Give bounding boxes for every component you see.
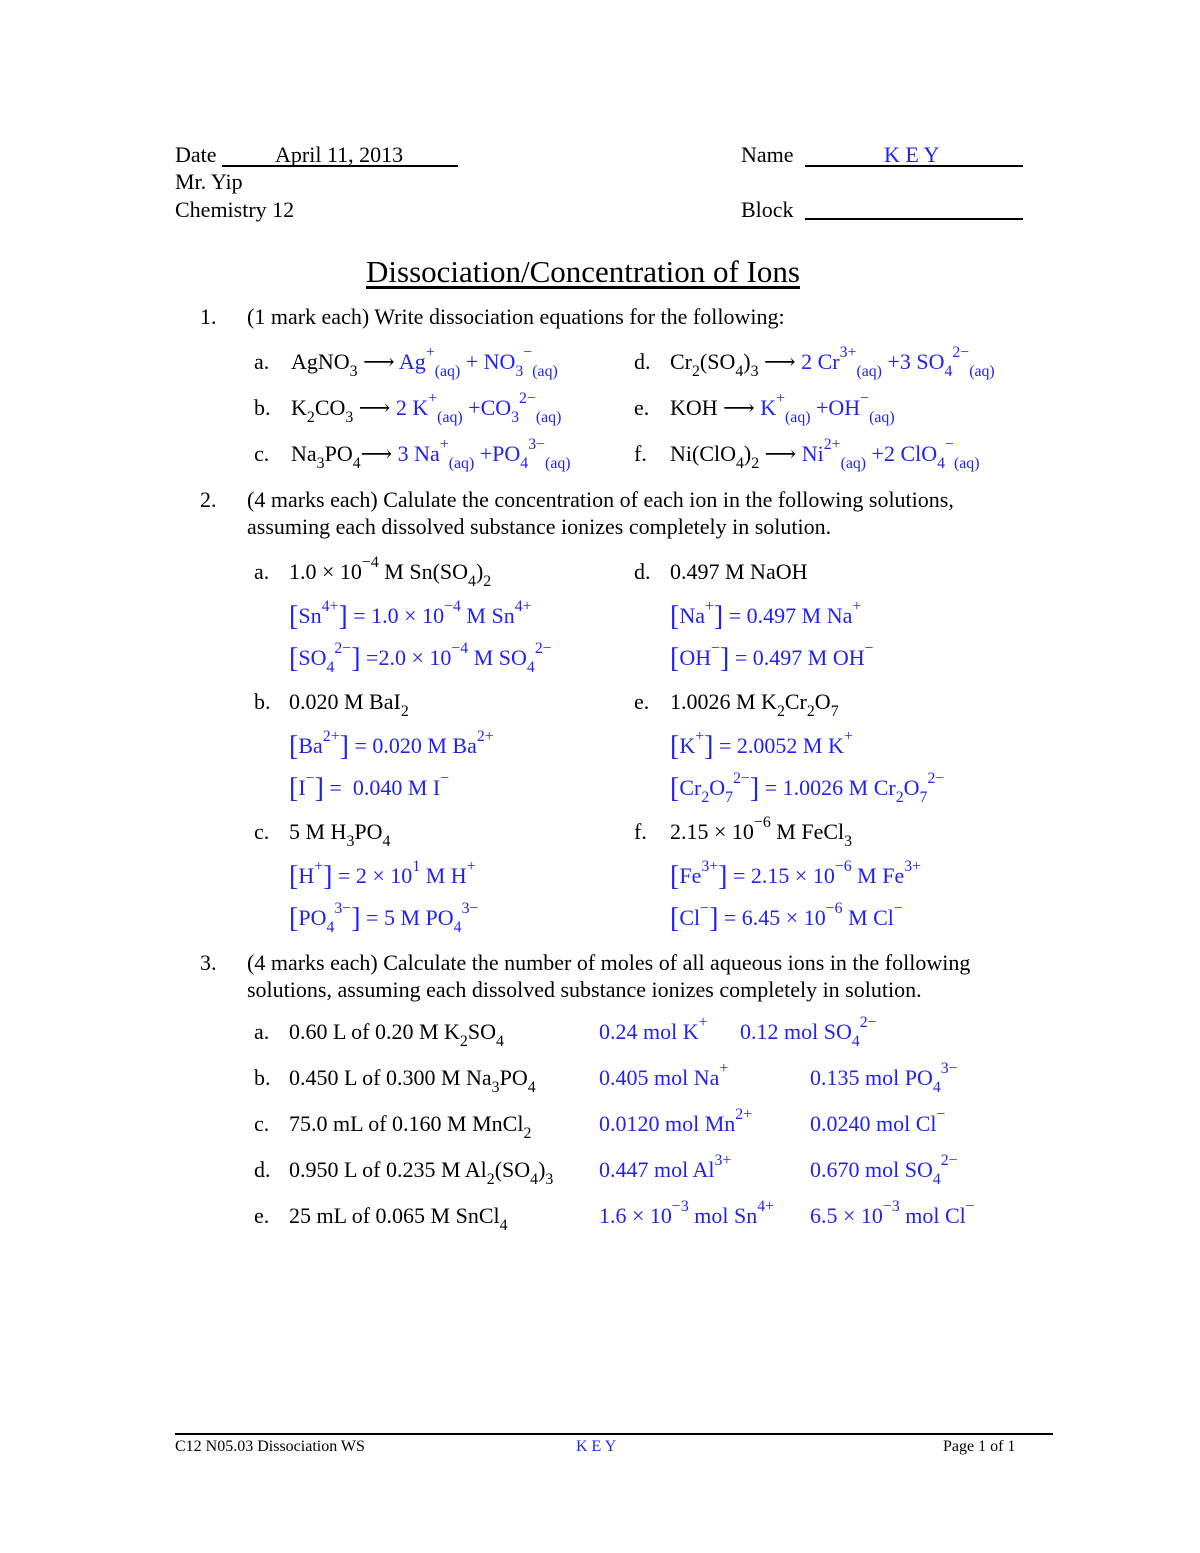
footer-right: Page 1 of 1	[943, 1438, 1016, 1455]
q1d-equation: $Cr_2(SO_4)_3$ ⟶ 2 $Cr^{3+}_{(aq)} +3$ $SO_4^{2-}_{(aq)}$	[670, 344, 995, 381]
q2f-answer-1: $[Fe^{3+}] = 2.15 \times 10^{-6}$ M $Fe^{3+}$	[670, 858, 922, 892]
q2b-solution: 0.020 M BaI$_2$	[289, 689, 409, 721]
q2-letter-a: a.	[254, 559, 270, 584]
q3e-answer-2: $6.5 \times 10^{-3}$ mol Cl−	[810, 1198, 975, 1228]
block-label: Block	[741, 197, 794, 222]
q3a-answer-1: 0.24 mol K+	[599, 1014, 708, 1044]
q2-letter-e: e.	[634, 689, 650, 714]
q2d-answer-2: [OH−] = 0.497 M OH−	[670, 640, 874, 674]
q1e-equation: KOH ⟶ $K^+_{(aq)} +OH^-_{(aq)}$	[670, 390, 895, 427]
q1-letter-d: d.	[634, 349, 651, 374]
q2c-answer-2: $[PO_4^{3-}] = 5$ M $PO_4^{3-}$	[289, 900, 479, 937]
q3c-solution: 75.0 mL of 0.160 M MnCl$_2$	[289, 1111, 532, 1143]
q2f-solution: $2.15 \times 10^{-6}$ M FeCl$_3$	[670, 814, 853, 851]
q3a-answer-2: 0.12 mol $SO_4^{2-}$	[740, 1014, 877, 1051]
name-label: Name	[741, 142, 794, 167]
q1a-equation: AgNO$_3$ ⟶ $Ag^+_{(aq)} + NO_3^-_{(aq)}$	[291, 344, 558, 381]
q2a-answer-2: $[SO_4^{2-}] =2.0 \times 10^{-4}$ M $SO_4^{2-}$	[289, 640, 552, 677]
q1-letter-f: f.	[634, 441, 647, 466]
q2b-answer-2: [I−] = 0.040 M I−	[289, 770, 450, 804]
q3e-answer-1: $1.6 \times 10^{-3}$ mol $Sn^{4+}$	[599, 1198, 775, 1228]
page-title: Dissociation/Concentration of Ions	[366, 254, 800, 289]
q3e-solution: 25 mL of 0.065 M SnCl$_4$	[289, 1203, 508, 1235]
q3d-answer-1: 0.447 mol $Al^{3+}$	[599, 1152, 732, 1182]
q2-prompt-line1: (4 marks each) Calulate the concentration of each ion in the following solutions,	[247, 487, 954, 512]
footer-left: C12 N05.03 Dissociation WS	[175, 1438, 365, 1455]
q3b-solution: 0.450 L of 0.300 M $Na_3PO_4$	[289, 1065, 536, 1097]
q2f-answer-2: $[Cl^-] = 6.45 \times 10^{-6}$ M Cl−	[670, 900, 903, 934]
q1f-equation: $Ni(ClO_4)_2$ ⟶ $Ni^{2+}_{(aq)} +2$ ClO$_4$−$_{(aq)}$	[670, 436, 980, 473]
date-label: Date	[175, 142, 217, 167]
q2-letter-f: f.	[634, 819, 647, 844]
q2-letter-b: b.	[254, 689, 271, 714]
q1-letter-c: c.	[254, 441, 270, 466]
q2-letter-c: c.	[254, 819, 270, 844]
name-value: K E Y	[884, 142, 940, 167]
q3b-answer-2: 0.135 mol $PO_4^{3-}$	[810, 1060, 958, 1097]
course-name: Chemistry 12	[175, 197, 295, 222]
q2d-solution: 0.497 M NaOH	[670, 559, 808, 584]
q2-prompt-line2: assuming each dissolved substance ionizes completely in solution.	[247, 514, 832, 539]
q1-letter-e: e.	[634, 395, 650, 420]
q1-letter-b: b.	[254, 395, 271, 420]
q2d-answer-1: [Na+] = 0.497 M Na+	[670, 598, 862, 632]
q3a-solution: 0.60 L of 0.20 M $K_2SO_4$	[289, 1019, 504, 1051]
q1b-equation: $K_2CO_3$ ⟶ 2 $K^+_{(aq)} +CO_3^{2-}_{(aq)}$	[291, 390, 562, 427]
block-line	[805, 199, 1023, 220]
footer-rule	[175, 1433, 1053, 1435]
q2-letter-d: d.	[634, 559, 651, 584]
q2e-answer-2: $[Cr_2O_7^{2-}] = 1.0026$ M $Cr_2O_7^{2-}$	[670, 770, 945, 807]
q2c-answer-1: $[H^+] = 2 \times 10^1$ M H+	[289, 858, 476, 892]
teacher-name: Mr. Yip	[175, 169, 243, 194]
q3-letter-a: a.	[254, 1019, 270, 1044]
q1c-equation: $Na_3PO_4⟶$ 3 $Na^+_{(aq)} +PO_4^{3-}_{(aq)}$	[291, 436, 571, 473]
q2e-solution: 1.0026 M $K_2Cr_2O_7$	[670, 689, 839, 721]
q2e-answer-1: [K+] = 2.0052 M K+	[670, 728, 853, 762]
q3c-answer-2: 0.0240 mol Cl−	[810, 1106, 946, 1136]
q3-letter-c: c.	[254, 1111, 270, 1136]
q3-letter-e: e.	[254, 1203, 270, 1228]
q2b-answer-1: $[Ba^{2+}] = 0.020$ M $Ba^{2+}$	[289, 728, 494, 762]
q3d-solution: 0.950 L of 0.235 M $Al_2(SO_4)_3$	[289, 1157, 554, 1189]
q3-prompt-line1: (4 marks each) Calculate the number of moles of all aqueous ions in the following	[247, 950, 971, 975]
footer-center: K E Y	[576, 1438, 617, 1455]
q3d-answer-2: 0.670 mol $SO_4^{2-}$	[810, 1152, 958, 1189]
q3-letter-d: d.	[254, 1157, 271, 1182]
q3-number: 3.	[200, 950, 217, 975]
q1-letter-a: a.	[254, 349, 270, 374]
q3-letter-b: b.	[254, 1065, 271, 1090]
q3-prompt-line2: solutions, assuming each dissolved substance ionizes completely in solution.	[247, 977, 922, 1002]
q2c-solution: 5 M $H_3PO_4$	[289, 819, 391, 851]
date-value: April 11, 2013	[275, 142, 404, 167]
q3b-answer-1: 0.405 mol Na+	[599, 1060, 729, 1090]
q2a-answer-1: $[Sn^{4+}] = 1.0 \times 10^{-4}$ M $Sn^{4+}$	[289, 598, 532, 632]
q1-prompt: (1 mark each) Write dissociation equations for the following:	[247, 304, 785, 329]
q2a-solution: $1.0 \times 10^{-4}$ M $Sn(SO_4)_2$	[289, 554, 492, 591]
q2-number: 2.	[200, 487, 217, 512]
q3c-answer-1: 0.0120 mol $Mn^{2+}$	[599, 1106, 753, 1136]
q1-number: 1.	[200, 304, 217, 329]
